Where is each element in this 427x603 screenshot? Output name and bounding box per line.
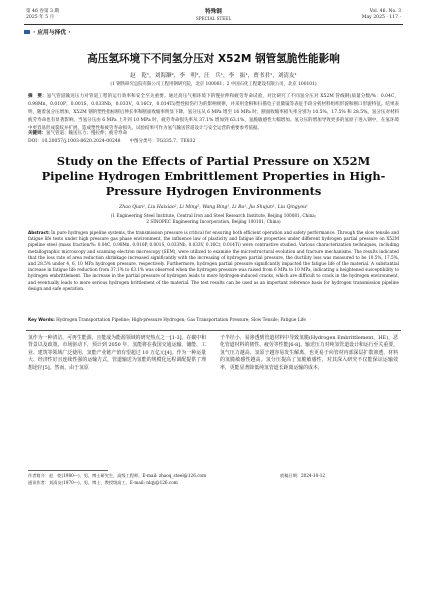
authors-en: Zhao Qian¹, Liu Haixiao², Li Ming², Wang Bing¹, Li Ba¹, Jia Shujun¹, Liu Qingyou¹ bbox=[119, 205, 308, 210]
footnote-corresponding: 通讯作者：刘清友(1970—)，男，博士，教授级高工，E-mail: nlqy@126.com bbox=[28, 480, 178, 485]
article-title-en: Study on the Effects of Partial Pressure on X52M Pipeline Hydrogen Embrittlement Properties in High-Pressure Hydrogen Environments bbox=[41, 154, 386, 198]
abstract-zh bbox=[28, 93, 399, 133]
header-volume: 第 46 卷第 3 期 bbox=[26, 9, 59, 14]
abstract-zh-text: 氢气管道输送压力对管道工程的运行效率和安全至关重要。通过高压气相环境下的慢拉伸和疲劳寿命试验，对比研究了不同氢分压对 X52M 管线钢(质量分数/%：0.04C，0.98Mn，0.010P，0.001S，0.033Nb，0.033V，0.16Cr，0.014Ti)塑性损伤行为的影响规律，并采用金相和扫描电子显微镜等表征手段分析材料组织形貌和断口形貌特征。结果表明，随着氢分压增加，X52M 钢的塑性指标断后伸长率和断面收缩率明显下降，氢分压从 6 MPa 增至 16 MPa 时，断面收缩率损失率分别为 10.5%、17.5% 和 28.5%。氢分压对材料疲劳寿命也有显著影响，当氢分压由 6 MPa 上升到 10 MPa 时，疲劳寿命损失率从 37.1% 增加到 63.1%，氢脆敏感性大幅增加。氢分压的增加导致更多的氢原子进入钢中，在氢环境中更容易形成裂纹并扩展，造成塑性和疲劳寿命损失。试验结果可作为氢气输送管道设计与安全运营的重要参考依据。 bbox=[28, 94, 400, 131]
affiliation-zh: (1 钢铁研究总院有限公司工程用钢研究院，北京 100081；2 中国石化工程建设有限公司，北京 100101) bbox=[110, 82, 317, 87]
header-rule bbox=[24, 24, 403, 25]
header-date: 2025 年 5 月 bbox=[26, 15, 55, 20]
keywords-en bbox=[28, 317, 399, 323]
keywords-zh-label: 关键词： bbox=[28, 131, 46, 136]
keywords-en-text: Hydrogen Transportation Pipeline; High-pressure Hydrogen; Gas Transportation Pressure; Slow Tensile; Fatigue Life bbox=[56, 317, 306, 322]
article-title-zh: 高压氢环境下不同氢分压对 X52M 钢管氢脆性能影响 bbox=[87, 53, 340, 65]
abstract-zh-label: 摘 要： bbox=[28, 94, 47, 99]
keywords-en-label: Key Words: bbox=[28, 317, 55, 322]
header-volume-en: Vol. 46. No. 3 bbox=[369, 9, 401, 14]
header-issue-en bbox=[362, 9, 401, 21]
keywords-zh-text: 氢气管道；输送压力；慢拉伸；疲劳寿命 bbox=[46, 131, 127, 136]
received-date: 收稿日期：2024-10-12 bbox=[280, 473, 326, 478]
keywords-zh bbox=[28, 130, 399, 138]
body-column-left: 氢作为一种清洁、可再生能源，且能成为能源领域的研究热点之一[1-3]。在碳中和背景以及政策、市场驱动下，预计到 2050 年，氢能将在我国交通运输、储能、工业、建筑等领域广泛使用，氢能产业链产值有望超过 10 万亿元[4]。作为一种运量大、经济性好且连续性强的运输方式，管道输送为氢能的规模化远程调配提供了理想途径[5]。然而，由于氢原 bbox=[28, 335, 206, 371]
affiliation-en-1: (1 Engineering Steel Institute, Central Iron and Steel Research Institute, Beijing 100081, China; bbox=[110, 213, 317, 218]
section-tag: · 应用与择优 · bbox=[33, 30, 71, 36]
affiliation-en bbox=[60, 213, 367, 225]
abstract-en-text: In pure hydrogen pipeline systems, the transmission pressure is critical for ensuring both efficient operation and safety performance. Through the slow tensile and fatigue life tests under high pressure gas phase environment, the influence law of plasticity and fatigue life properties under different hydrogen partial pressure on X52M pipeline steel (mass fraction/%: 0.04C, 0.98Mn, 0.010P, 0.001S, 0.033Nb, 0.033V, 0.16Cr, 0.014Ti) were contrastive studied. Various characterization techniques, including metallographic microscopy and scanning electron microscopy (SEM), were utilized to examine the microstructural evolution and fracture mechanisms. The results indicated that the loss rate of area reduction shrinkage increased significantly with the increasing of hydrogen partial pressure, the ductility loss was measured to be 10.5%, 17.5%, and 28.5% under 4, 6, 10 MPa hydrogen pressure, respectively. Furthermore, hydrogen partial pressure significantly impacted the fatigue life of the material. A substantial increase in fatigue life reduction from 37.1% to 63.1% was observed when the hydrogen pressure was raised from 6 MPa to 10 MPa, indicating a heightened susceptibility to hydrogen embrittlement. The increase in the partial pressure of hydrogen leads to more hydrogen-induced cracks, which are difficult to crack in the hydrogen environment, and eventually leads to more serious hydrogen brittlement of the material. The test results can be used as an important reference basis for hydrogen transmission pipeline design and safe operation. bbox=[28, 230, 399, 291]
divider bbox=[26, 330, 401, 331]
classification-zh: DOI：10.20057/j.1003-8620.2024-00248 中图分类号：TG335.7；TE832 bbox=[28, 139, 196, 144]
journal-name-en: SPECIAL STEEL bbox=[195, 16, 232, 21]
journal-name-zh: 特殊钢 bbox=[205, 9, 222, 15]
section-marker bbox=[24, 30, 30, 34]
authors-zh: 赵 乾¹，刘海灏²，李 明²，汪 兵¹，李 振¹，贾书君¹，刘清友¹ bbox=[130, 73, 297, 79]
header-page: May 2025 · 117 · bbox=[361, 15, 401, 20]
footnote-rule bbox=[28, 470, 108, 471]
footnote-author: 作者简介：赵 乾(1980—)，男，博士研究生，高级工程师，E-mail: zhaoq_steel@126.com bbox=[28, 473, 207, 478]
abstract-en bbox=[28, 230, 399, 292]
affiliation-en-2: 2 SINOPEC Engineering Incorporation, Beijing 100101, China) bbox=[146, 219, 281, 224]
body-column-right: 子半径小，易渗透到管道材料中导致氢脆(Hydrogen Embrittlement，HE)，恶化管道材料的韧性、疲劳等性能[6-8]。输送压力对纯氢管道设计和运行至关重要，氢气压力越高，氢原子越容易发生解离，也更易于向管材内部深层扩散渗透，材料的氢脆敏感性越高。氢分压提高了氢脆敏感性，对其深入研究不仅能保证运输效率，更能显著降低纯氢管道长距离运输的成本， bbox=[220, 335, 398, 371]
abstract-en-label: Abstract: bbox=[28, 230, 50, 235]
